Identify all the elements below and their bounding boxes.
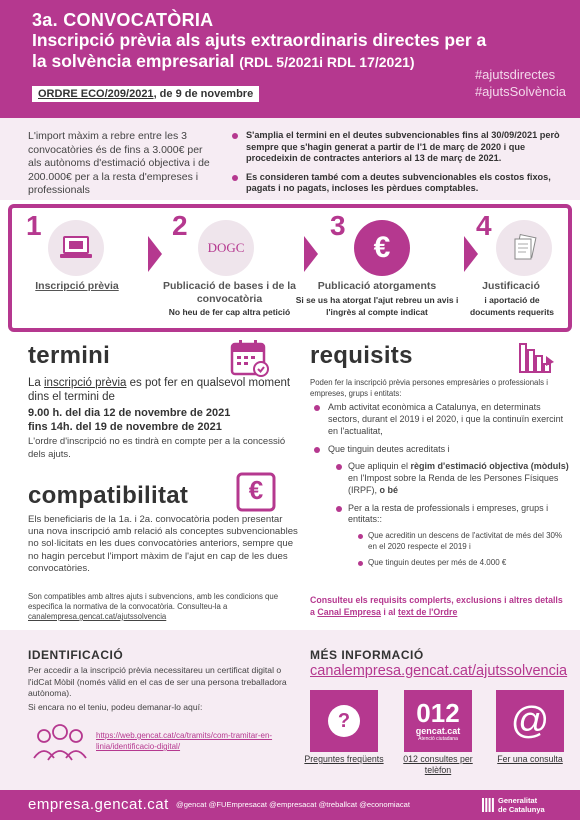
termini-intro <box>28 376 298 404</box>
ordre-text-link[interactable]: text de l'Ordre <box>398 607 458 617</box>
intro-band <box>0 118 580 200</box>
termini-note: L'ordre d'inscripció no es tindrà en compte per a la concessió dels ajuts. <box>28 436 286 460</box>
inscripcio-link[interactable]: inscripció prèvia <box>44 377 127 389</box>
dogc-icon <box>198 220 254 276</box>
footer <box>0 790 580 820</box>
intro-amount-text: L'import màxim a rebre entre les 3 convocatòries és de fins a 3.000€ per als autònoms d'estimació objectiva i de 200.000€ per a la resta d'empreses i professionals <box>28 130 210 196</box>
requisits-intro: Poden fer la inscripció prèvia persones empresàries o professionals i empreses, grups i entitats: <box>310 378 548 398</box>
canal-link[interactable]: canalempresa.gencat.cat/ajutssolvencia <box>28 612 167 621</box>
termini-title: termini <box>28 342 111 369</box>
intro-bullets <box>232 130 562 202</box>
identificacio-title: IDENTIFICACIÓ <box>28 648 124 662</box>
people-icon <box>30 722 90 762</box>
step-label: Publicació de bases i de la convocatòria <box>162 280 297 305</box>
requisits-title: requisits <box>310 342 413 369</box>
text: règim d'estimació objectiva (mòduls) <box>410 461 569 472</box>
euro-icon <box>354 220 410 276</box>
012-logo: 012 <box>416 698 460 728</box>
title-main: Inscripció prèvia als ajuts extraordinaris directes per a la solvència empresarial <box>32 30 487 71</box>
order-reference <box>32 86 259 102</box>
text: La <box>28 377 44 389</box>
hashtags <box>475 66 566 100</box>
order-date: , de 9 de novembre <box>153 88 254 100</box>
step-number: 4 <box>476 210 492 241</box>
laptop-icon <box>48 220 104 276</box>
step-sub: No heu de fer cap altra petició <box>168 307 291 317</box>
text: o bé <box>379 484 399 495</box>
supertitle: 3a. CONVOCATÒRIA <box>32 10 214 30</box>
compat-text: Els beneficiaris de la 1a. i 2a. convocatòria poden presentar una nova inscripció amb relació als conceptes subvencionables no sol·licitats en les dues convocatòries anteriors, sempre que no hagin percebut l'import màxim de l'ajut en cap de les dues convocatòries. <box>28 514 298 574</box>
text: Que tinguin deutes acreditats i <box>328 444 450 455</box>
identificacio-link[interactable]: https://web.gencat.cat/ca/tramits/com-tramitar-en-linia/identificacio-digital/ <box>96 731 273 751</box>
euro-icon <box>236 472 276 512</box>
step-1 <box>12 208 142 328</box>
text: en l'Impost sobre la Renda de les Persones Físiques (IRPF), <box>348 472 559 495</box>
phone-label[interactable]: 012 consultes per telèfon <box>403 754 473 775</box>
text: Consulteu els requisits complerts, exclusions i altres detalls a <box>310 595 563 617</box>
identificacio-text: Si encara no el teniu, podeu demanar-lo aquí: <box>28 702 203 712</box>
step-3 <box>292 208 459 328</box>
compat-title: compatibilitat <box>28 482 189 509</box>
faq-label[interactable]: Preguntes freqüents <box>304 754 384 764</box>
title-ref: (RDL 5/2021i RDL 17/2021) <box>239 54 415 70</box>
text: es pot fer en qualsevol moment dins el termini de <box>28 377 291 403</box>
list-item <box>328 461 570 496</box>
step-4 <box>452 208 570 328</box>
mes-info-link[interactable]: canalempresa.gencat.cat/ajutssolvencia <box>310 663 568 679</box>
step-number: 3 <box>330 210 346 241</box>
footer-social: @gencat @FUEmpresacat @empresacat @treballcat @economiacat <box>176 800 410 809</box>
termini-start: 9.00 h. del dia 12 de novembre de 2021 <box>28 407 231 419</box>
text: Que apliquin el <box>348 461 411 472</box>
order-link[interactable]: ORDRE ECO/209/2021 <box>38 88 154 100</box>
process-steps <box>8 204 572 332</box>
euro-symbol: € <box>373 231 391 264</box>
page-title <box>32 30 502 73</box>
question-symbol: ? <box>337 709 351 732</box>
identificacio-text: Per accedir a la inscripció prèvia necessitareu un certificat digital o l'idCat Mòbil (només vàlid en el cas de ser una persona treballadora autònoma). <box>28 665 287 698</box>
hashtag: #ajutsdirectes <box>474 67 556 82</box>
mes-info-title: MÉS INFORMACIÓ <box>310 648 424 662</box>
text: Son compatibles amb altres ajuts i subvencions, amb les condicions que especifica la normativa de la convocatòria. Consulteu-la a <box>28 592 279 611</box>
termini-end: fins 14h. del 19 de novembre de 2021 <box>28 421 222 433</box>
faq-tile[interactable] <box>310 690 378 752</box>
phone-tile[interactable] <box>404 690 472 752</box>
requisits-more <box>310 594 570 618</box>
at-icon: @ <box>510 699 550 742</box>
step-label[interactable]: Inscripció prèvia <box>35 280 119 292</box>
step-2 <box>162 208 297 328</box>
step-sub: Si se us ha atorgat l'ajut rebreu un avis i l'ingrès al compte indicat <box>295 295 459 317</box>
arrow-icon <box>148 236 162 272</box>
intro-bullet: Es consideren també com a deutes subvencionables els costos fixos, pagats i no pagats, incloses les pèrdues comptables. <box>232 172 562 195</box>
012-domain: gencat.cat <box>415 726 461 736</box>
documents-icon <box>496 220 552 276</box>
intro-bullet: S'amplia el termini en el deutes subvencionables fins al 30/09/2021 però sempre que s'hagin generat a partir de l'1 de març de 2020 i que procedeixin de contractes anteriors al 13 de març de 2021. <box>232 130 562 165</box>
termini-dates <box>28 406 298 434</box>
generalitat-name <box>498 796 545 814</box>
text: Generalitat <box>498 796 538 805</box>
text: de Catalunya <box>498 805 545 814</box>
generalitat-logo-icon <box>482 796 494 814</box>
text: i al <box>380 607 399 617</box>
step-number: 2 <box>172 210 188 241</box>
list-item: Amb activitat econòmica a Catalunya, en determinats sectors, durant el 2019 i el 2020, i que la continuïn exercint en l'actualitat, <box>310 402 570 437</box>
step-number: 1 <box>26 210 42 241</box>
dogc-text: DOGC <box>207 240 245 255</box>
list-item: Que acreditin un descens de l'activitat de més del 30% en el 2020 respecte el 2019 i <box>348 531 570 552</box>
step-label: Justificació <box>482 280 540 292</box>
text: Per a la resta de professionals i empreses, grups i entitats:: <box>348 502 549 525</box>
step-label: Publicació atorgaments <box>317 280 437 292</box>
requisits-list <box>310 402 570 576</box>
chart-decline-icon <box>516 338 556 378</box>
list-item <box>310 444 570 568</box>
012-tagline: Atenció ciutadana <box>418 736 458 742</box>
calendar-icon <box>230 338 270 378</box>
question-icon <box>328 705 360 737</box>
header <box>0 0 580 118</box>
canal-empresa-link[interactable]: Canal Empresa <box>317 607 381 617</box>
footer-site[interactable]: empresa.gencat.cat <box>28 796 169 813</box>
hashtag: #ajutsSolvència <box>474 84 566 99</box>
compat-note <box>28 592 300 622</box>
euro-symbol: € <box>248 475 264 505</box>
contact-tile[interactable] <box>496 690 564 752</box>
list-item <box>328 503 570 569</box>
list-item: Que tinguin deutes per més de 4.000 € <box>348 558 570 569</box>
contact-label[interactable]: Fer una consulta <box>497 754 563 764</box>
step-sub: i aportació de documents requerits <box>469 295 555 317</box>
